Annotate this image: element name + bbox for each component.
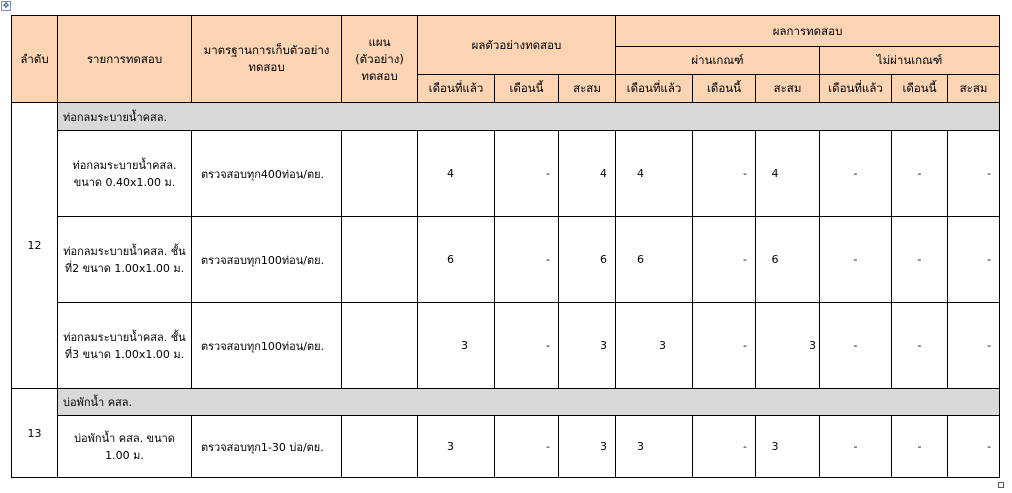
- samples-this-month: -: [495, 131, 559, 217]
- header-samples-cumulative: สะสม: [559, 75, 616, 103]
- header-pass: ผ่านเกณฑ์: [616, 47, 820, 75]
- item-name: ท่อกลมระบายน้ำคสล. ขนาด 0.40x1.00 ม.: [58, 131, 192, 217]
- fail-cumulative: -: [948, 131, 1000, 217]
- pass-last-month: 3: [616, 416, 693, 478]
- header-standard: มาตรฐานการเก็บตัวอย่างทดสอบ: [192, 16, 342, 103]
- fail-last-month: -: [820, 303, 892, 389]
- section-title: [58, 389, 1000, 416]
- section-title-text: ท่อกลมระบายน้ำคสล.: [63, 110, 167, 124]
- header-fail-last-month: เดือนที่แล้ว: [820, 75, 892, 103]
- item-name: ท่อกลมระบายน้ำคสล. ชั้นที่3 ขนาด 1.00x1.00 ม.: [58, 303, 192, 389]
- samples-last-month: 4: [418, 131, 495, 217]
- samples-last-month: 3: [418, 416, 495, 478]
- samples-cumulative: 6: [559, 217, 616, 303]
- header-plan: แผน (ตัวอย่าง) ทดสอบ: [342, 16, 418, 103]
- header-samples: ผลตัวอย่างทดสอบ: [418, 16, 616, 75]
- samples-last-month: 3: [418, 303, 495, 389]
- sampling-standard: ตรวจสอบทุก400ท่อน/ตย.: [192, 131, 342, 217]
- fail-cumulative: -: [948, 303, 1000, 389]
- header-pass-cumulative: สะสม: [756, 75, 820, 103]
- item-name: บ่อพักน้ำ คสล. ขนาด 1.00 ม.: [58, 416, 192, 478]
- fail-cumulative: -: [948, 416, 1000, 478]
- pass-last-month: 3: [616, 303, 693, 389]
- sampling-standard: ตรวจสอบทุก100ท่อน/ตย.: [192, 303, 342, 389]
- samples-this-month: -: [495, 416, 559, 478]
- section-title: [58, 103, 1000, 131]
- pass-last-month: 4: [616, 131, 693, 217]
- table-move-handle-icon[interactable]: ✥: [2, 1, 10, 10]
- pass-last-month: 6: [616, 217, 693, 303]
- pass-this-month: -: [693, 217, 756, 303]
- samples-cumulative: 4: [559, 131, 616, 217]
- pass-cumulative: 6: [756, 217, 820, 303]
- header-item: รายการทดสอบ: [58, 16, 192, 103]
- fail-last-month: -: [820, 131, 892, 217]
- plan-cell: [342, 217, 418, 303]
- fail-cumulative: -: [948, 217, 1000, 303]
- header-pass-this-month: เดือนนี้: [693, 75, 756, 103]
- samples-cumulative: 3: [559, 303, 616, 389]
- fail-last-month: -: [820, 416, 892, 478]
- samples-last-month: 6: [418, 217, 495, 303]
- samples-this-month: -: [495, 217, 559, 303]
- plan-cell: [342, 131, 418, 217]
- pass-this-month: -: [693, 131, 756, 217]
- header-samples-this-month: เดือนนี้: [495, 75, 559, 103]
- group-number: 12: [12, 103, 58, 389]
- pass-cumulative: 3: [756, 303, 820, 389]
- section-title-text: บ่อพักน้ำ คสล.: [63, 396, 133, 409]
- item-name: ท่อกลมระบายน้ำคสล. ชั้นที่2 ขนาด 1.00x1.00 ม.: [58, 217, 192, 303]
- fail-this-month: -: [892, 303, 948, 389]
- fail-this-month: -: [892, 217, 948, 303]
- header-fail: ไม่ผ่านเกณฑ์: [820, 47, 1000, 75]
- pass-this-month: -: [693, 303, 756, 389]
- header-results: ผลการทดสอบ: [616, 16, 1000, 47]
- pass-cumulative: 3: [756, 416, 820, 478]
- group-number: 13: [12, 389, 58, 478]
- sampling-standard: ตรวจสอบทุก100ท่อน/ตย.: [192, 217, 342, 303]
- header-fail-this-month: เดือนนี้: [892, 75, 948, 103]
- header-samples-last-month: เดือนที่แล้ว: [418, 75, 495, 103]
- pass-cumulative: 4: [756, 131, 820, 217]
- plan-cell: [342, 416, 418, 478]
- sampling-standard: ตรวจสอบทุก1-30 บ่อ/ตย.: [192, 416, 342, 478]
- samples-this-month: -: [495, 303, 559, 389]
- header-pass-last-month: เดือนที่แล้ว: [616, 75, 693, 103]
- fail-this-month: -: [892, 131, 948, 217]
- fail-last-month: -: [820, 217, 892, 303]
- table-resize-handle[interactable]: [998, 482, 1004, 488]
- test-results-table: [11, 15, 1000, 478]
- header-no: ลำดับ: [12, 16, 58, 103]
- fail-this-month: -: [892, 416, 948, 478]
- pass-this-month: -: [693, 416, 756, 478]
- samples-cumulative: 3: [559, 416, 616, 478]
- plan-cell: [342, 303, 418, 389]
- header-fail-cumulative: สะสม: [948, 75, 1000, 103]
